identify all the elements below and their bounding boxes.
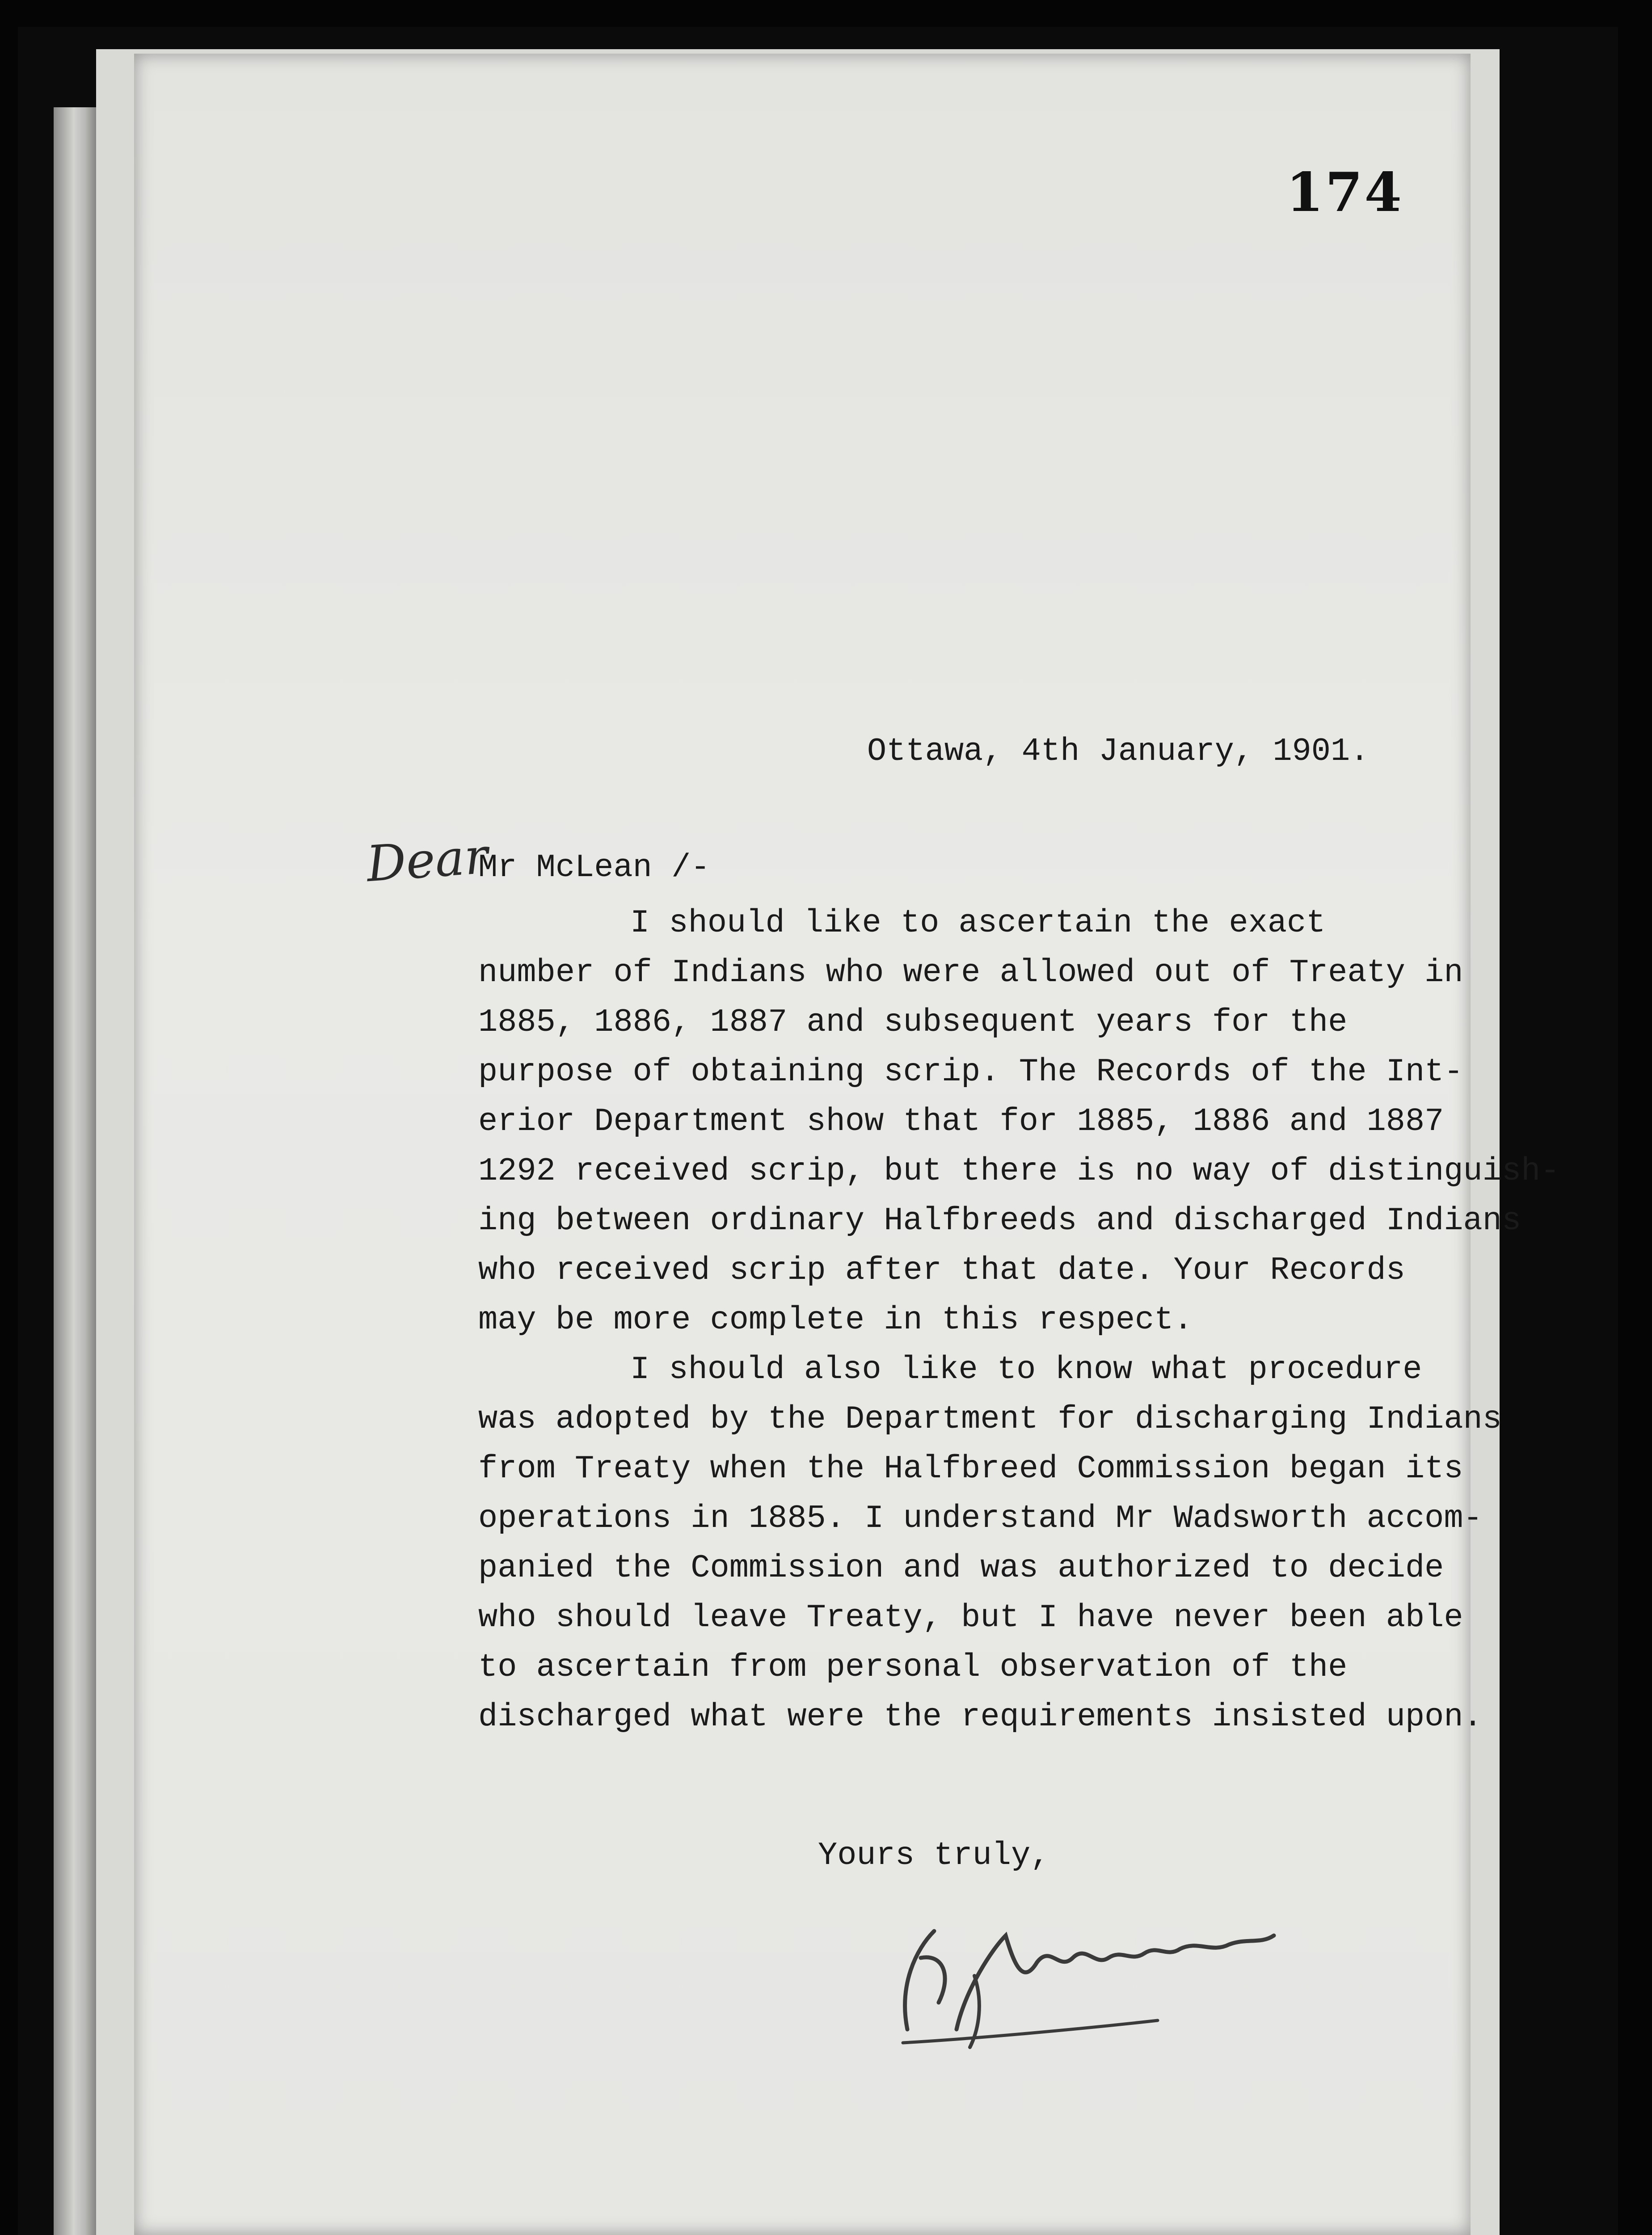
body-line: was adopted by the Department for discharging Indians	[478, 1401, 1502, 1438]
body-line: operations in 1885. I understand Mr Wadsworth accom-	[478, 1500, 1483, 1537]
body-line: erior Department show that for 1885, 1886 and 1887	[478, 1103, 1444, 1140]
dateline: Ottawa, 4th January, 1901.	[867, 733, 1370, 770]
salutation: Mr McLean /-	[478, 849, 710, 886]
handwritten-signature	[889, 1895, 1292, 2056]
page-number: 174	[1286, 161, 1403, 224]
body-line: panied the Commission and was authorized to decide	[478, 1550, 1444, 1586]
handwritten-salutation: Dear	[364, 827, 490, 893]
body-line: I should also like to know what procedure	[630, 1351, 1422, 1388]
letter-body	[134, 54, 1560, 2235]
body-line: I should like to ascertain the exact	[630, 905, 1326, 941]
body-line: 1885, 1886, 1887 and subsequent years for the	[478, 1004, 1348, 1041]
body-line: may be more complete in this respect.	[478, 1302, 1193, 1338]
body-line: number of Indians who were allowed out of Treaty in	[478, 954, 1463, 991]
body-line: purpose of obtaining scrip. The Records of the Int-	[478, 1054, 1463, 1090]
body-line: who should leave Treaty, but I have never been able	[478, 1599, 1463, 1636]
body-line: ing between ordinary Halfbreeds and discharged Indians	[478, 1202, 1521, 1239]
body-line: discharged what were the requirements insisted upon.	[478, 1699, 1483, 1735]
closing: Yours truly,	[818, 1837, 1050, 1874]
body-line: to ascertain from personal observation of the	[478, 1649, 1348, 1686]
body-line: who received scrip after that date. Your Records	[478, 1252, 1405, 1289]
letter-page	[134, 54, 1560, 2235]
body-line: 1292 received scrip, but there is no way of distinguish-	[478, 1153, 1560, 1189]
letter-paragraphs	[478, 898, 1560, 1742]
binding-spine	[54, 107, 98, 2235]
body-line: from Treaty when the Halfbreed Commission began its	[478, 1451, 1463, 1487]
